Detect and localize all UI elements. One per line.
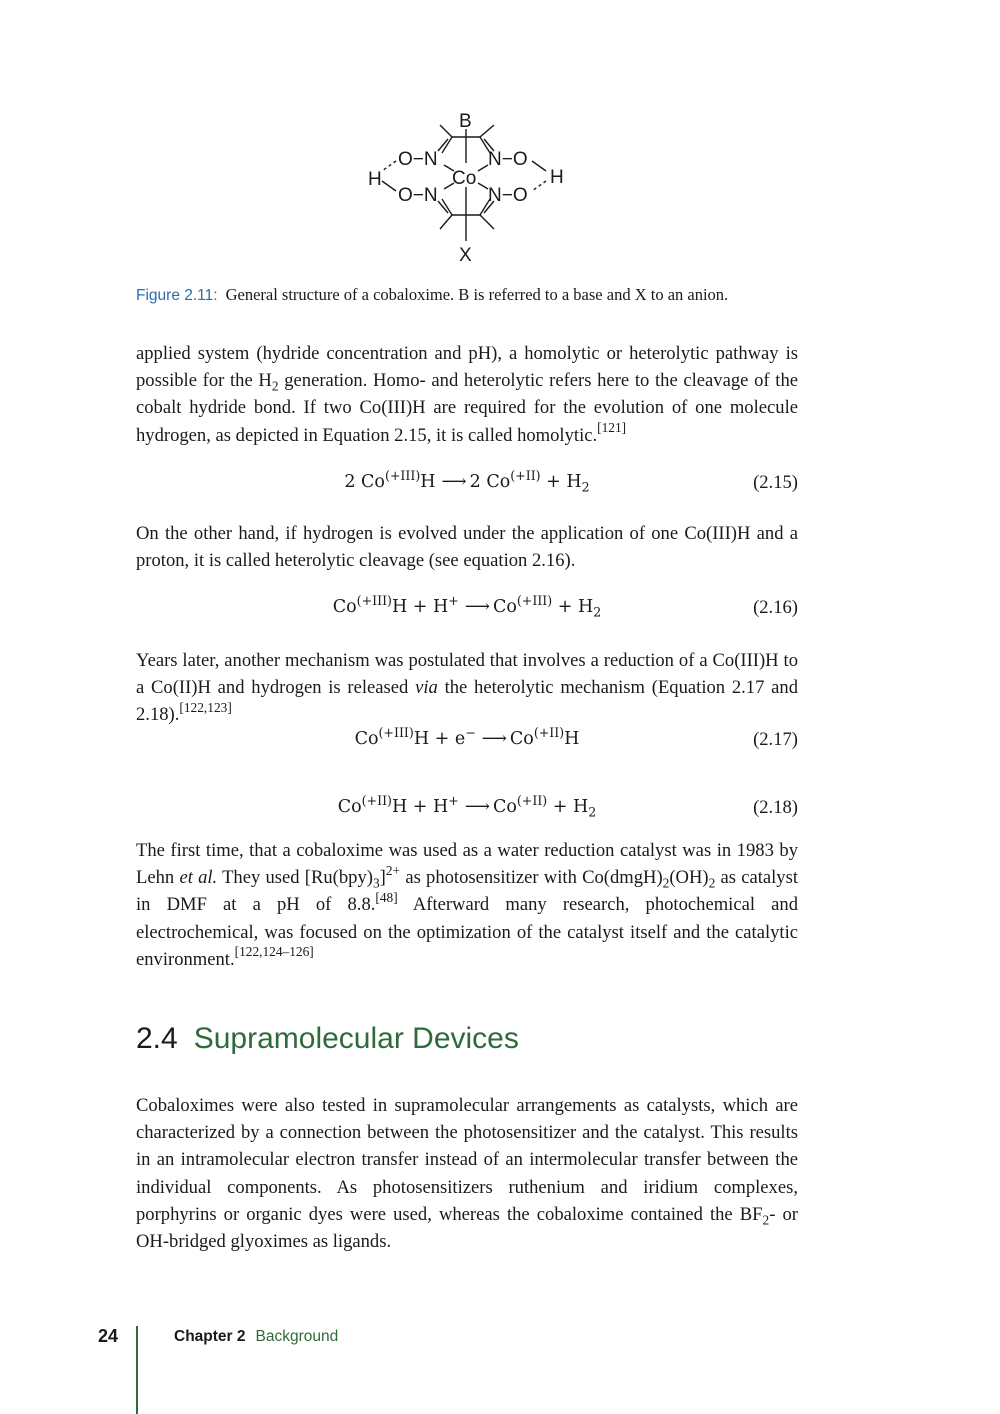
paragraph-heterolytic: On the other hand, if hydrogen is evolved under the application of one Co(III)H and a proton, it is called heterolytic cleavage (see equation 2.16).: [136, 523, 798, 572]
footer-divider: [136, 1326, 138, 1414]
figure-caption-label: Figure 2.11:: [136, 287, 218, 304]
section-heading: [136, 1022, 519, 1056]
cobalt-label: Co: [452, 168, 477, 189]
equation-2-15: 2 $Co^{(+III)}H$ ⟶ 2 $Co^{(+II)} + H_2$ (2.15): [344, 468, 798, 495]
chapter-title: Background: [255, 1328, 339, 1345]
o-n-lower-left: O−N: [398, 185, 438, 206]
n-o-lower-right: N−O: [488, 185, 528, 206]
anion-label: X: [459, 245, 472, 266]
section-title: Supramolecular Devices: [193, 1022, 519, 1055]
equation-2-18: $Co^{(+II)}H + H^+$ ⟶ $Co^{(+II)} + H_2$ (2.18): [337, 793, 798, 820]
equation-number: (2.16): [753, 597, 798, 618]
figure-caption: [136, 285, 836, 305]
section-number: 2.4: [136, 1022, 178, 1055]
equation-2-16: $Co^{(+III)}H + H^+$ ⟶ $Co^{(+III)} + H_2$ (2.16): [332, 593, 798, 620]
paragraph-lehn: The first time, that a cobaloxime was used as a water reduction catalyst was in 1983 by Lehn et al. They used $[Ru(bpy)_3]^{2+}$ as photosensitizer with $Co(dmgH)_2(OH)_2$ as catalyst in DMF at a pH of 8.8.[48] Afterward many research, photochemical and electrochemical, was focused on the optimization of the catalyst itself and the catalytic environment.[122,124–126]: [136, 840, 798, 970]
equation-number: (2.18): [753, 797, 798, 818]
paragraph-mechanism: Years later, another mechanism was postulated that involves a reduction of a Co(III)H to a Co(II)H and hydrogen is released via the heterolytic mechanism (Equation 2.17 and 2.18).[122,123]: [136, 650, 798, 726]
paragraph-supramolecular: Cobaloximes were also tested in supramolecular arrangements as catalysts, which are characterized by a connection between the photosensitizer and the catalyst. This results in an intramolecular electron transfer instead of an intermolecular transfer between the individual components. As photosensitizers ruthenium and iridium complexes, porphyrins or organic dyes were used, whereas the cobaloxime contained the $BF_2-$ or OH-bridged glyoximes as ligands.: [136, 1095, 798, 1253]
cobaloxime-structure-figure: [360, 105, 580, 270]
paragraph-homolytic: applied system (hydride concentration and pH), a homolytic or heterolytic pathway is possible for the $H_2$ generation. Homo- and heterolytic refers here to the cleavage of the cobalt hydride bond. If two Co(III)H are required for the evolution of one molecule hydrogen, as depicted in Equation 2.15, it is called homolytic.[121]: [136, 343, 798, 446]
n-o-upper-right: N−O: [488, 149, 528, 170]
equation-number: (2.17): [753, 729, 798, 750]
chapter-label: Chapter 2: [174, 1328, 246, 1345]
figure-caption-text: General structure of a cobaloxime. B is referred to a base and X to an anion.: [225, 285, 729, 304]
base-label: B: [459, 111, 472, 132]
equation-number: (2.15): [753, 472, 798, 493]
running-footer: [174, 1328, 338, 1346]
hydrogen-right: H: [550, 167, 564, 188]
page-number: 24: [98, 1326, 119, 1346]
equation-2-17: $Co^{(+III)}H + e^-$ ⟶ $Co^{(+II)}H$ (2.17): [354, 725, 798, 750]
hydrogen-left: H: [368, 169, 382, 190]
o-n-upper-left: O−N: [398, 149, 438, 170]
